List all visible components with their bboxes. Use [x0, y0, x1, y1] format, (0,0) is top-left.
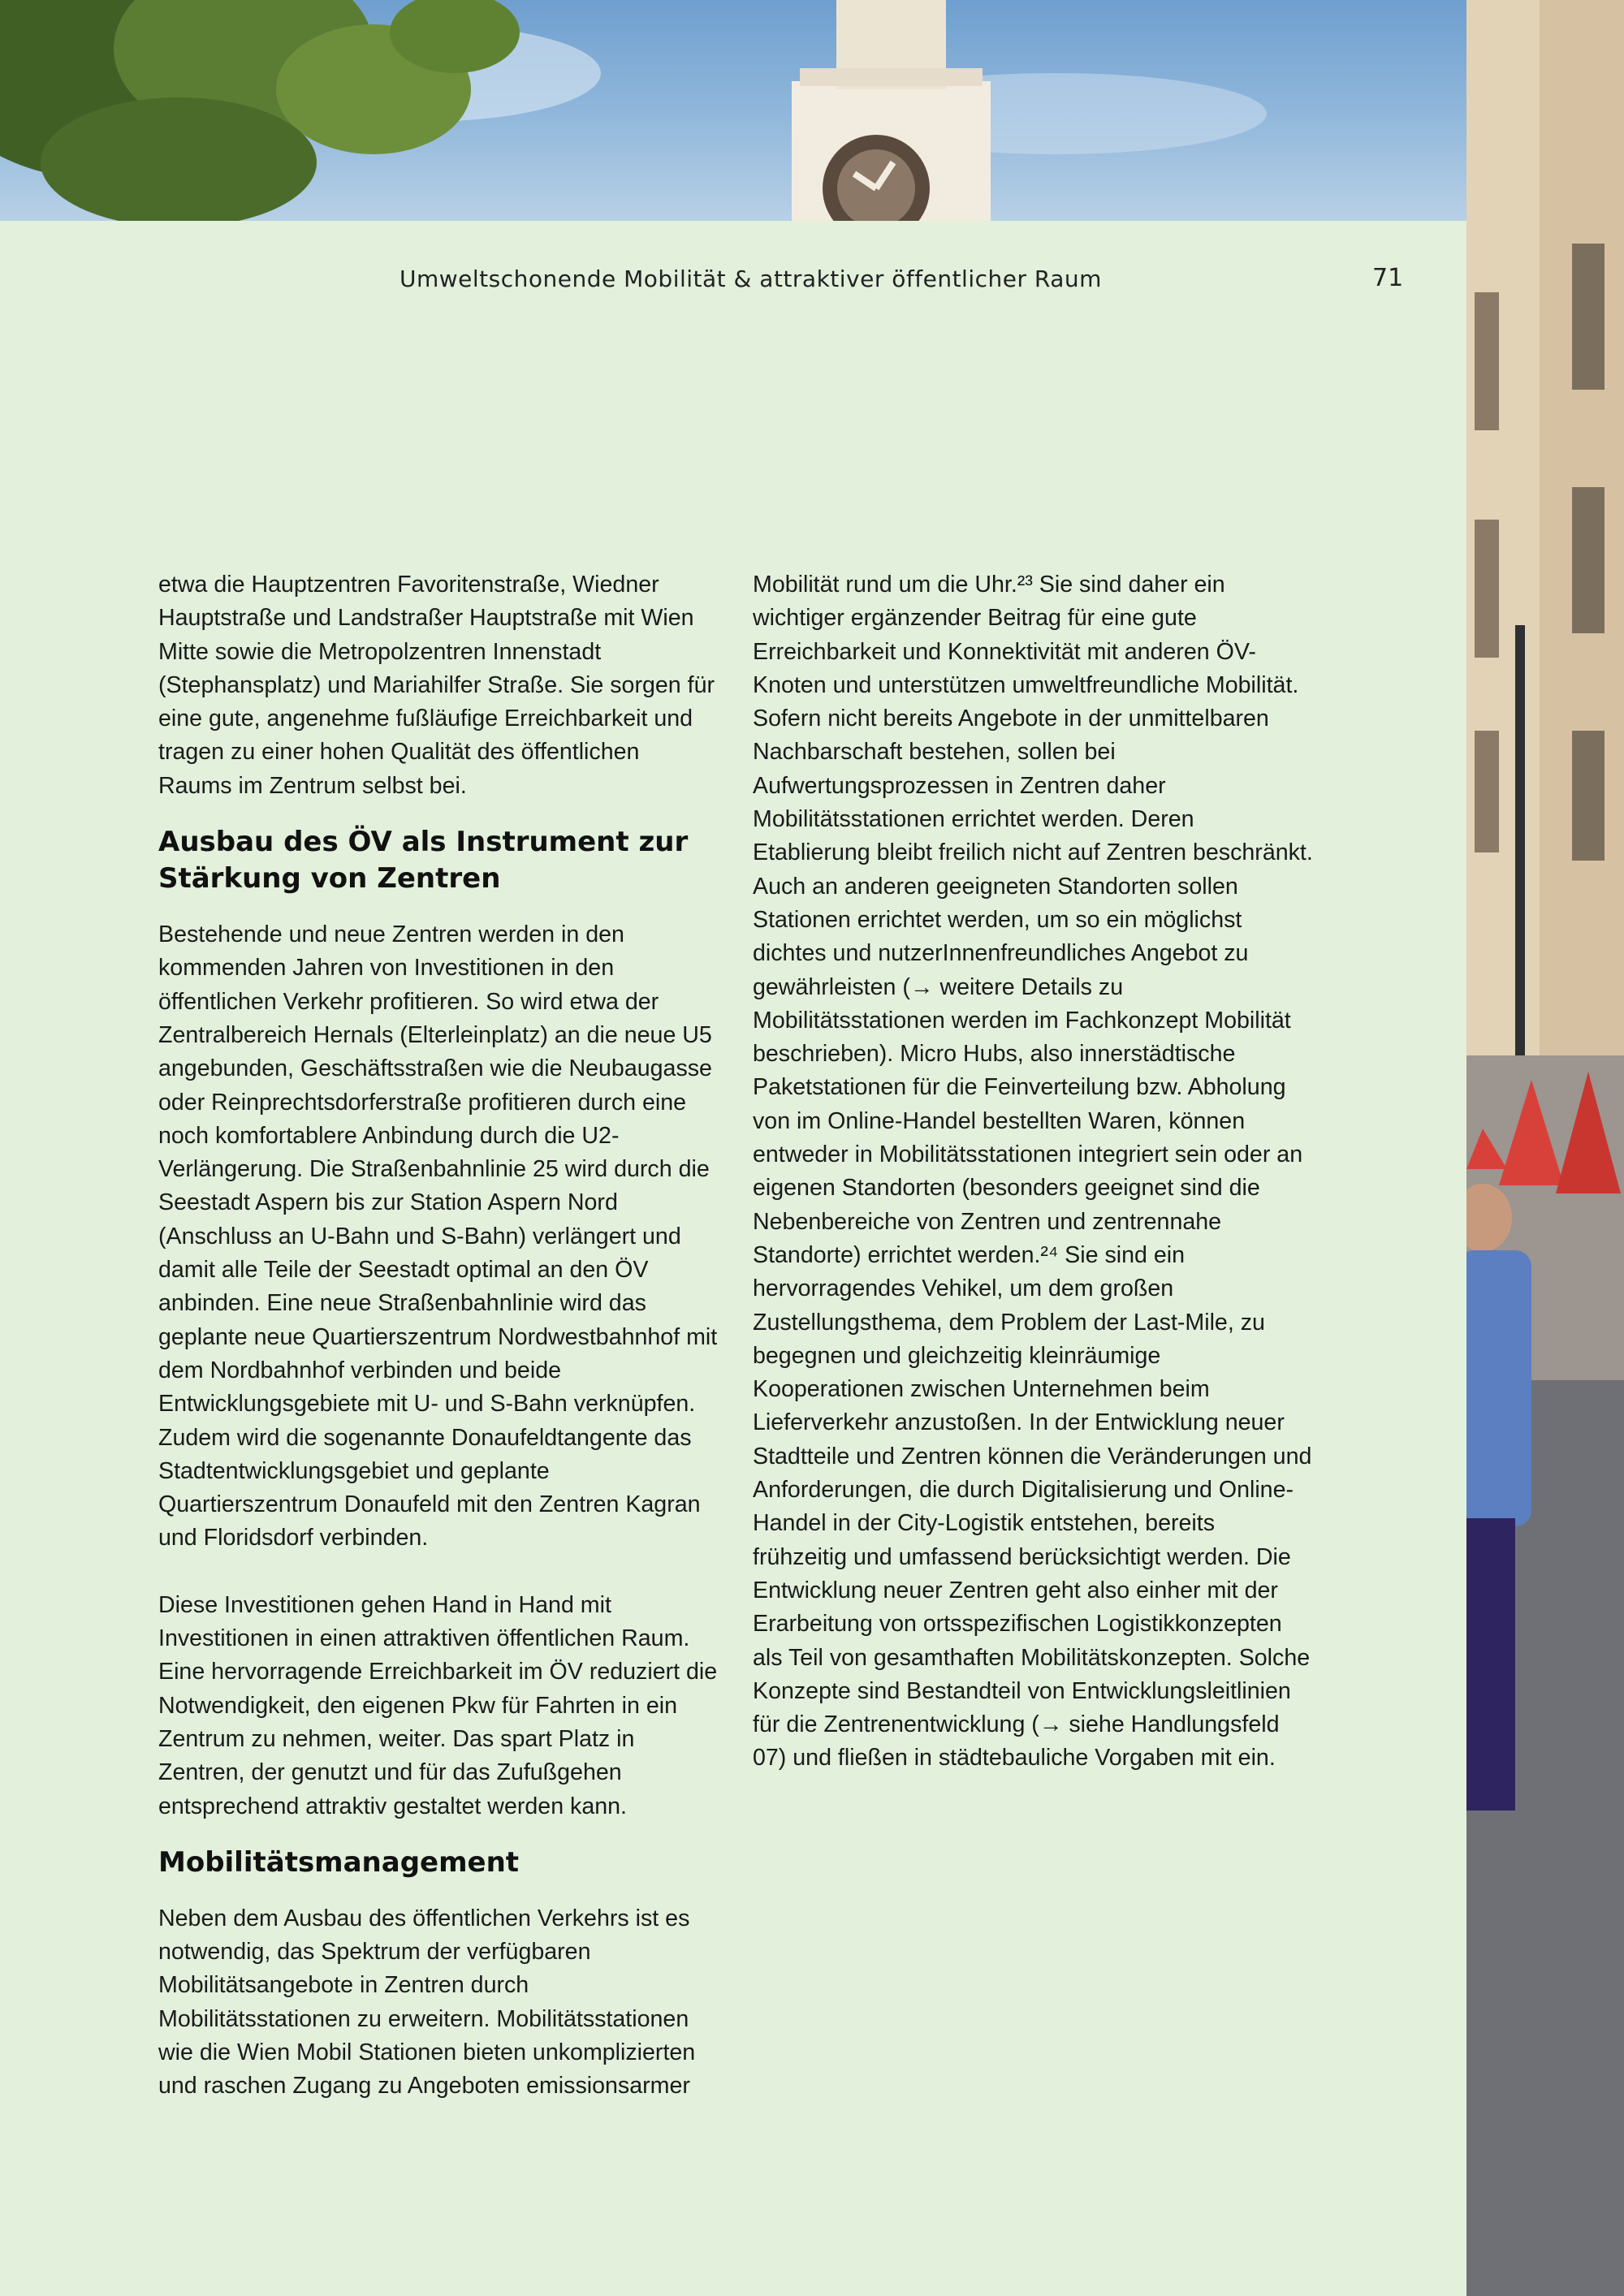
paragraph-mobility-stations: Neben dem Ausbau des öffentlichen Verkehrs ist es notwendig, das Spektrum der verfügbaren Mobilitätsangebote in Zentren durch Mobilitätsstationen zu erweitern. Mobilitätsstationen wie die Wien Mobil Stationen bieten unkomplizierten und raschen Zugang zu Angeboten emissionsarmer — [158, 1905, 696, 2100]
paragraph-public-space: Diese Investitionen gehen Hand in Hand mit Investitionen in einen attraktiven öffentlichen Raum. Eine hervorragende Erreichbarkeit im ÖV reduziert die Notwendigkeit, den eigenen Pkw für Fahrten in ein Zentrum zu nehmen, weiter. Das spart Platz in Zentren, der genutzt und für das Zufußgehen entsprechend attraktiv gestaltet werden kann. — [158, 1591, 718, 1819]
page-number: 71 — [1372, 264, 1404, 292]
paragraph-oev-investments: Bestehende und neue Zentren werden in den kommenden Jahren von Investitionen in den öffentlichen Verkehr profitieren. So wird etwa der Zentralbereich Hernals (Elterleinplatz) an die neue U5 angebunden, Geschäftsstraßen wie die Neubaugasse oder Reinprechtsdorferstraße profitieren durch eine noch komfortablere Anbindung durch die U2-Verlängerung. Die Straßenbahnlinie 25 wird durch die Seestadt Aspern bis zur Station Aspern Nord (Anschluss an U-Bahn und S-Bahn) verlängert und damit alle Teile der Seestadt optimal an den ÖV anbinden. Eine neue Straßenbahnlinie wird das geplante neue Quartierszentrum Nordwestbahnhof mit dem Nordbahnhof verbinden und beide Entwicklungsgebiete mit U- und S-Bahn verknüpfen. Zudem wird die sogenannte Donaufeldtangente das Stadtentwicklungsgebiet und geplante Quartierszentrum Donaufeld mit den Zentren Kagran und Floridsdorf verbinden. — [158, 921, 718, 1552]
street-photo — [1466, 0, 1624, 2296]
street-photo-illustration — [1466, 0, 1624, 2296]
running-title: Umweltschonende Mobilität & attraktiver öffentlicher Raum — [400, 265, 1102, 292]
right-column — [753, 568, 1313, 1776]
header-photo — [0, 0, 1624, 221]
clock-tower — [792, 0, 991, 221]
section-heading-oev: Ausbau des ÖV als Instrument zur Stärkung von Zentren — [158, 826, 689, 896]
left-column — [158, 568, 719, 2104]
tree-foliage — [0, 0, 520, 221]
header-photo-illustration — [0, 0, 1624, 221]
paragraph-micro-hubs: Mobilität rund um die Uhr.²³ Sie sind daher ein wichtiger ergänzender Beitrag für eine gute Erreichbarkeit und Konnektivität mit anderen ÖV-Knoten und unterstützen umweltfreundliche Mobilität. Sofern nicht bereits Angebote in der unmittelbaren Nachbarschaft bestehen, sollen bei Aufwertungsprozessen in Zentren daher Mobilitätsstationen errichtet werden. Deren Etablierung bleibt freilich nicht auf Zentren beschränkt. Auch an anderen geeigneten Standorten sollen Stationen errichtet werden, um so ein möglichst dichtes und nutzerInnenfreundliches Angebot zu gewährleisten (→ weitere Details zu Mobilitätsstationen werden im Fachkonzept Mobilität beschrieben). Micro Hubs, also innerstädtische Paketstationen für die Feinverteilung bzw. Abholung von im Online-Handel bestellten Waren, können entweder in Mobilitätsstationen integriert sein oder an eigenen Standorten (besonders geeignet sind die Nebenbereiche von Zentren und zentrennahe Standorte) errichtet werden.²⁴ Sie sind ein hervorragendes Vehikel, um dem großen Zustellungsthema, dem Problem der Last-Mile, zu begegnen und gleichzeitig kleinräumige Kooperationen zwischen Unternehmen beim Lieferverkehr anzustoßen. In der Entwicklung neuer Stadtteile und Zentren können die Veränderungen und Anforderungen, die durch Digitalisierung und Online-Handel in der City-Logistik entstehen, bereits frühzeitig und umfassend berücksichtigt werden. Die Entwicklung neuer Zentren geht also einher mit der Erarbeitung von ortsspezifischen Logistikkonzepten als Teil von gesamthaften Mobilitätskonzepten. Solche Konzepte sind Bestandteil von Entwicklungsleitlinien für die Zentrenentwicklung (→ siehe Handlungsfeld 07) und fließen in städtebauliche Vorgaben mit ein. — [753, 572, 1313, 1772]
intro-paragraph: etwa die Hauptzentren Favoritenstraße, Wiedner Hauptstraße und Landstraßer Hauptstraße mit Wien Mitte sowie die Metropolzentren Innenstadt (Stephansplatz) und Mariahilfer Straße. Sie sorgen für eine gute, angenehme fußläufige Erreichbarkeit und tragen zu einer hohen Qualität des öffentlichen Raums im Zentrum selbst bei. — [158, 572, 715, 799]
section-heading-mobility-management: Mobilitätsmanagement — [158, 1845, 520, 1879]
